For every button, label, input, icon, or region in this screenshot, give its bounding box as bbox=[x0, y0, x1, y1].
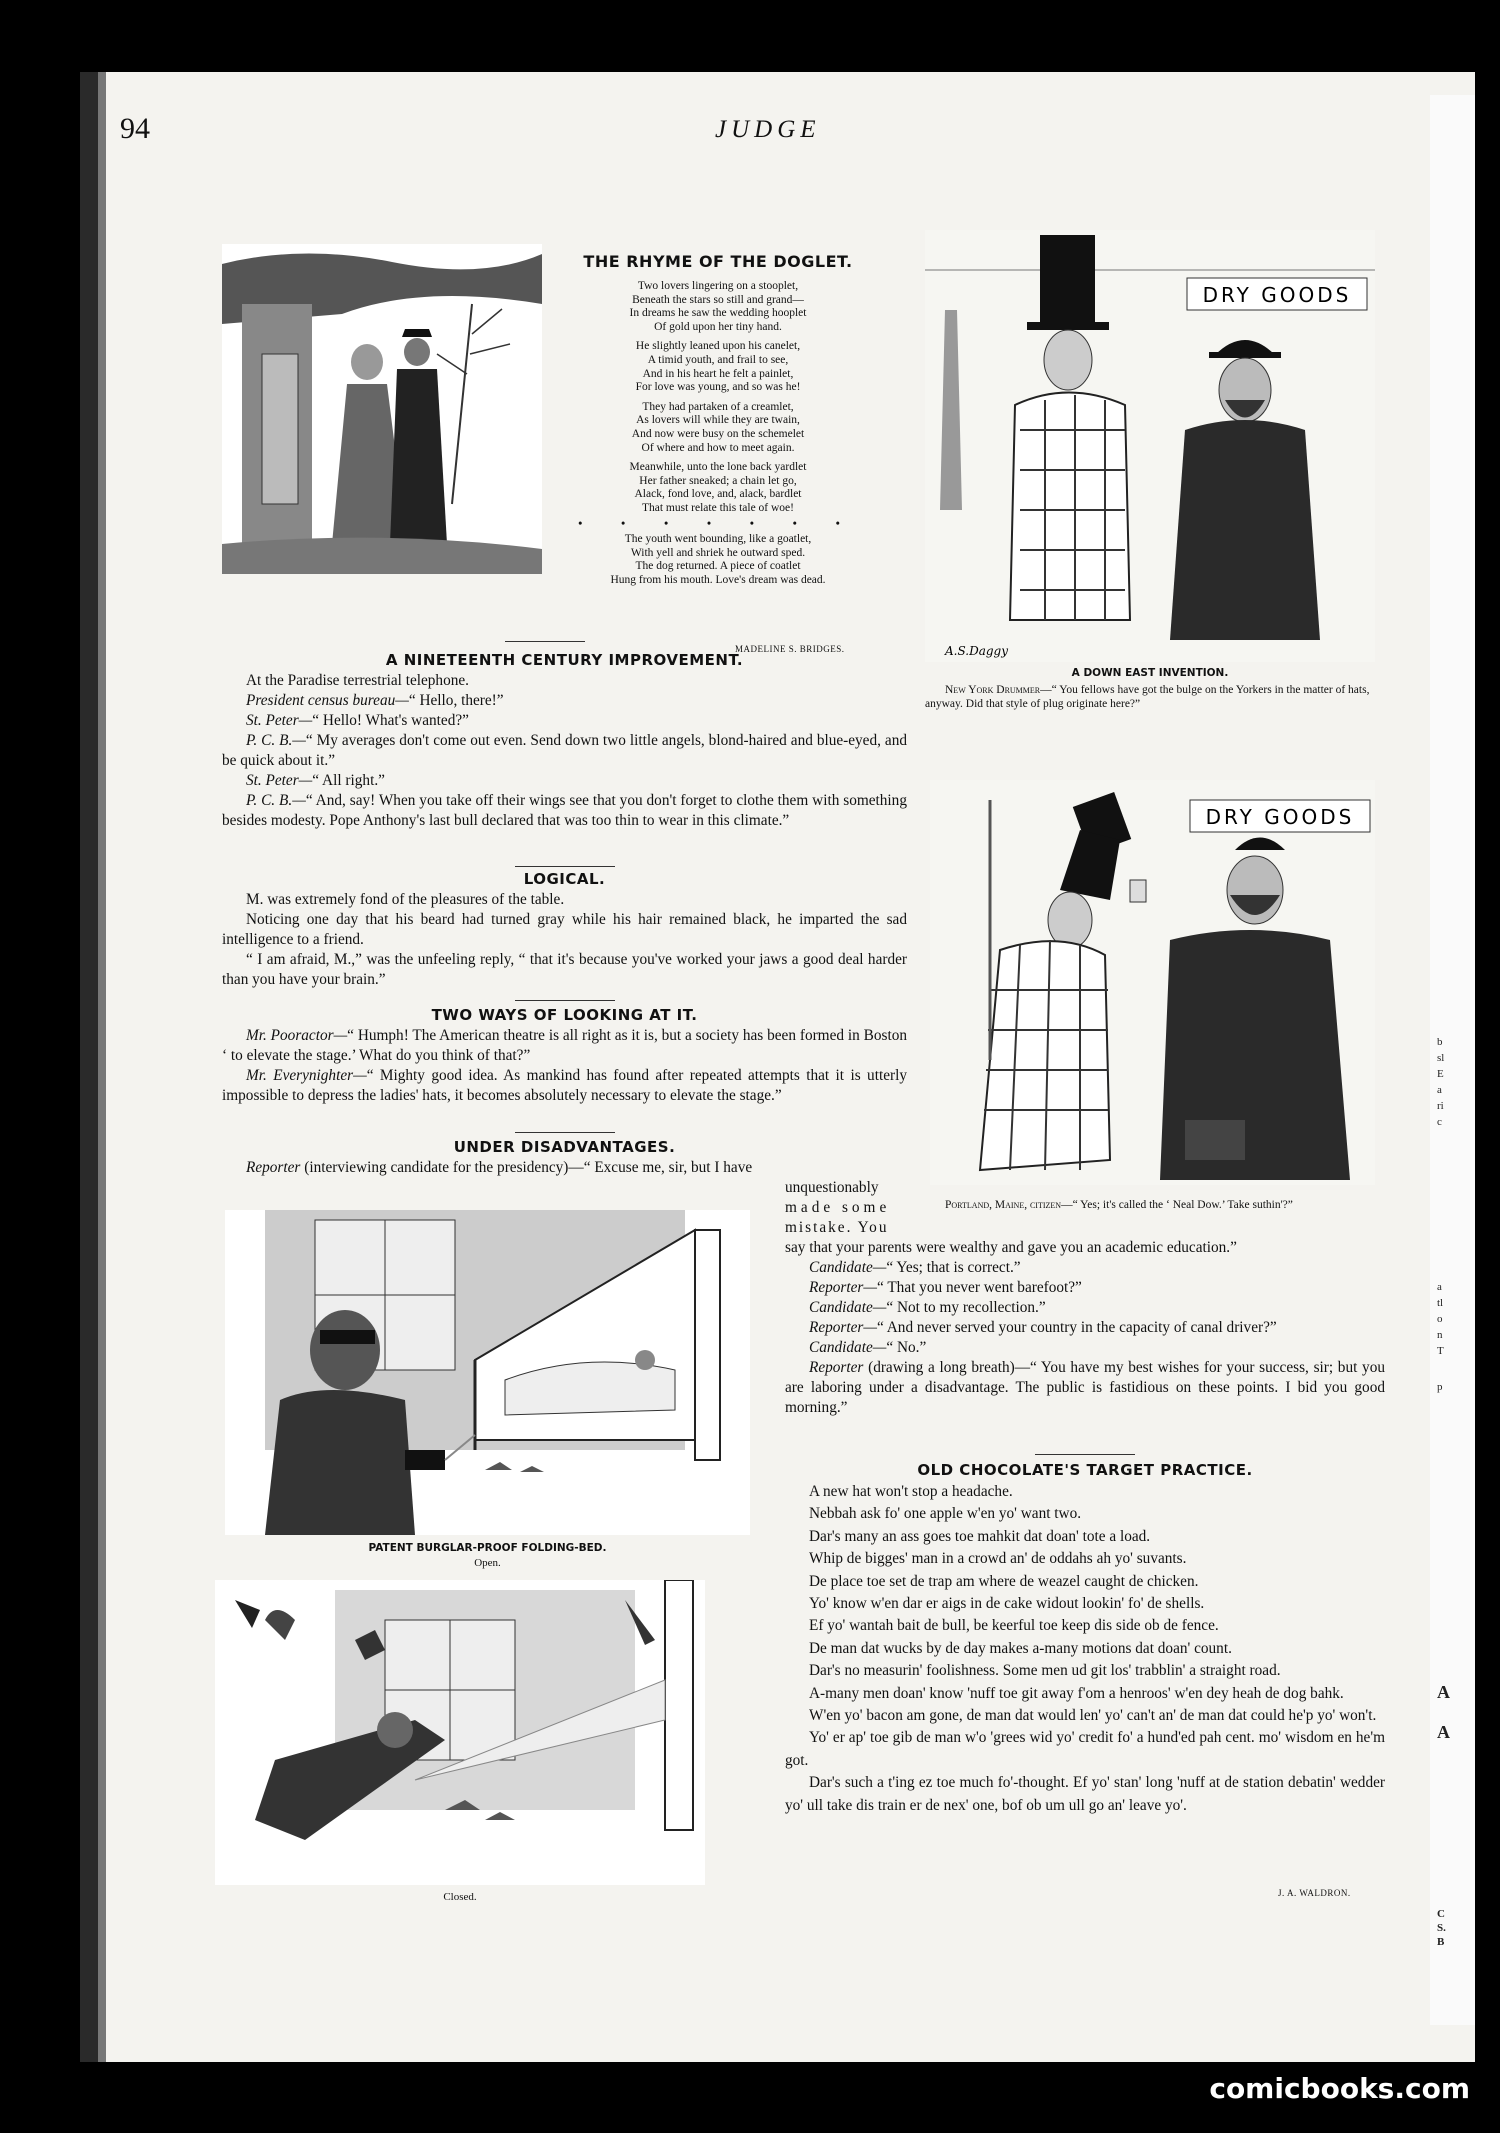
speech: “ Yes; that is correct.” bbox=[886, 1259, 1021, 1276]
line-text: At the Paradise terrestrial telephone. bbox=[246, 672, 469, 689]
stanza bbox=[553, 401, 883, 455]
speaker: Reporter— bbox=[809, 1279, 877, 1296]
proverb: Yo' know w'en dar er aigs in de cake widout lookin' fo' de shells. bbox=[809, 1595, 1205, 1613]
dialogue-line bbox=[222, 731, 907, 771]
poem-line: The dog returned. A piece of coatlet bbox=[635, 560, 801, 573]
edge-fragment: c bbox=[1437, 1116, 1442, 1128]
binding-edge bbox=[98, 72, 106, 2062]
speaker: Candidate— bbox=[809, 1259, 887, 1276]
proverb: Yo' er ap' toe gib de man w'o 'grees wid yo' credit fo' a hund'ed pah cent. mo' wisdom en he'm got. bbox=[785, 1729, 1385, 1769]
lovers-illustration bbox=[222, 244, 542, 574]
poem-line: Alack, fond love, and, alack, bardlet bbox=[634, 488, 802, 501]
paragraph: “ I am afraid, M.,” was the unfeeling reply, “ that it's because you've worked your jaws a good deal harder than you have your brain.” bbox=[222, 951, 907, 988]
stanza bbox=[553, 533, 883, 587]
text-line bbox=[222, 671, 907, 691]
wrap-line: made some bbox=[785, 1199, 891, 1216]
poem-line: And now were busy on the schemelet bbox=[631, 427, 805, 440]
cartoon1-title: A DOWN EAST INVENTION. bbox=[1071, 667, 1229, 679]
speech: —“ Excuse me, sir, but I have bbox=[568, 1159, 753, 1176]
dialogue-line bbox=[222, 691, 907, 711]
poem-line: With yell and shriek he outward sped. bbox=[630, 546, 806, 559]
folding-bed-title: PATENT BURGLAR-PROOF FOLDING-BED. bbox=[368, 1542, 607, 1554]
divider bbox=[1035, 1454, 1135, 1455]
speech: “ All right.” bbox=[312, 772, 385, 789]
dialogue-line bbox=[785, 1318, 1385, 1338]
dialogue-line bbox=[222, 711, 907, 731]
edge-fragment: E bbox=[1437, 1068, 1444, 1080]
dialogue-line bbox=[222, 1066, 907, 1106]
dialogue-line bbox=[785, 1358, 1385, 1418]
wrap-line: mistake. You bbox=[785, 1219, 889, 1236]
proverb: Dar's no measurin' foolishness. Some men ud git los' trabblin' a straight road. bbox=[809, 1662, 1281, 1680]
proverb: Nebbah ask fo' one apple w'en yo' want two. bbox=[809, 1505, 1082, 1523]
speaker: Mr. Everynighter— bbox=[246, 1067, 367, 1084]
edge-fragment: o bbox=[1437, 1313, 1443, 1325]
edge-fragment: C bbox=[1437, 1908, 1445, 1920]
speech: “ Humph! The American theatre is all right as it is, but a society has been formed in Boston ‘ to elevate the stage.’ What do you think of that?” bbox=[222, 1027, 907, 1064]
facing-page-edge bbox=[1430, 95, 1475, 2025]
poem-line: He slightly leaned upon his canelet, bbox=[635, 340, 801, 353]
paragraph: say that your parents were wealthy and gave you an academic education.” bbox=[785, 1239, 1237, 1256]
neal-dow-drawing bbox=[930, 780, 1375, 1185]
edge-fragment: tl bbox=[1437, 1297, 1444, 1309]
down-east-drawing bbox=[925, 230, 1375, 662]
poem-line: Hung from his mouth. Love's dream was dead. bbox=[610, 573, 826, 586]
folding-bed-closed-illustration bbox=[215, 1580, 705, 1885]
cartoon1-caption bbox=[925, 683, 1375, 711]
logical-body bbox=[222, 890, 907, 990]
disadvantages-wrap bbox=[785, 1178, 907, 1238]
speech: “ Hello, there!” bbox=[408, 692, 504, 709]
edge-fragment: a bbox=[1437, 1281, 1442, 1293]
proverb: Dar's such a t'ing ez toe much fo'-thought. Ef yo' stan' long 'nuff at de station debatin' wedder yo' ull take dis train er de nex' one, bof ob um ull go an' leave yo'. bbox=[785, 1774, 1385, 1814]
disadvantages-title: UNDER DISADVANTAGES. bbox=[453, 1138, 676, 1156]
poem-line: Two lovers lingering on a stooplet, bbox=[637, 280, 799, 292]
proverb: Dar's many an ass goes toe mahkit dat doan' tote a load. bbox=[809, 1527, 1151, 1545]
paragraph: M. was extremely fond of the pleasures of the table. bbox=[246, 891, 565, 908]
poem-line: The youth went bounding, like a goatlet, bbox=[624, 533, 812, 546]
divider bbox=[515, 1132, 615, 1133]
dry-goods-sign: DRY GOODS bbox=[1205, 805, 1355, 829]
speech: “ My averages don't come out even. Send down two little angels, blond-haired and blue-eyed, and be quick about it.” bbox=[222, 732, 907, 769]
edge-fragment: b bbox=[1437, 1036, 1443, 1048]
dialogue-line bbox=[785, 1258, 1385, 1278]
proverb: Whip de bigges' man in a crowd an' de oddahs ah yo' suvants. bbox=[809, 1550, 1187, 1568]
poem-line: A timid youth, and frail to see, bbox=[647, 353, 789, 366]
disadvantages-body bbox=[785, 1238, 1385, 1418]
speaker: Candidate— bbox=[809, 1339, 887, 1356]
folding-bed-closed-drawing bbox=[215, 1580, 705, 1885]
edge-fragment: B bbox=[1437, 1936, 1445, 1948]
paragraph: Noticing one day that his beard had turned gray while his hair remained black, he imparted the sad intelligence to a friend. bbox=[222, 911, 907, 948]
edge-fragment: S. bbox=[1437, 1922, 1446, 1934]
edge-fragment: T bbox=[1437, 1345, 1444, 1357]
edge-fragment: n bbox=[1437, 1329, 1443, 1341]
dialogue-line bbox=[222, 771, 907, 791]
speech: “ Hello! What's wanted?” bbox=[312, 712, 469, 729]
rhyme-author: MADELINE S. BRIDGES. bbox=[735, 644, 845, 654]
poem-line: Of where and how to meet again. bbox=[641, 441, 795, 454]
poem-line: They had partaken of a creamlet, bbox=[642, 400, 794, 413]
dialogue-line bbox=[785, 1338, 1385, 1358]
binding-spine bbox=[80, 72, 98, 2062]
proverb: De place toe set de trap am where de weazel caught de chicken. bbox=[809, 1572, 1199, 1590]
speech: —“ You fellows have got the bulge on the Yorkers in the matter of hats, anyway. Did that style of plug originate here?” bbox=[925, 684, 1370, 710]
wrap-line: unquestionably bbox=[785, 1179, 879, 1196]
speech: “ Not to my recollection.” bbox=[886, 1299, 1046, 1316]
divider bbox=[515, 1000, 615, 1001]
poem-line: Beneath the stars so still and grand— bbox=[632, 293, 804, 306]
edge-fragment: ri bbox=[1437, 1100, 1444, 1112]
poem-line: Of gold upon her tiny hand. bbox=[654, 320, 782, 333]
dialogue-line bbox=[222, 1026, 907, 1066]
chocolate-proverbs bbox=[785, 1481, 1385, 1817]
speaker: President census bureau— bbox=[246, 692, 409, 709]
star-break: • • • • • • • bbox=[578, 517, 858, 530]
poem-line: Meanwhile, unto the lone back yardlet bbox=[629, 461, 807, 474]
down-east-cartoon bbox=[925, 230, 1375, 662]
stanza bbox=[553, 340, 883, 394]
stanza bbox=[553, 461, 883, 515]
proverb: A new hat won't stop a headache. bbox=[809, 1483, 1013, 1500]
dialogue-line bbox=[222, 1158, 907, 1178]
speaker: Mr. Pooractor— bbox=[246, 1027, 348, 1044]
divider bbox=[505, 641, 585, 642]
edge-fragment: sl bbox=[1437, 1052, 1445, 1064]
speaker: St. Peter— bbox=[246, 712, 313, 729]
speaker: P. C. B.— bbox=[246, 732, 306, 749]
speaker: St. Peter— bbox=[246, 772, 313, 789]
disadvantages-intro bbox=[222, 1158, 907, 1178]
improvement-title: A NINETEENTH CENTURY IMPROVEMENT. bbox=[385, 651, 744, 669]
improvement-body bbox=[222, 671, 907, 831]
poem-line: For love was young, and so was he! bbox=[635, 381, 801, 394]
stage-note: (interviewing candidate for the presidency) bbox=[304, 1159, 569, 1176]
cartoon2-caption bbox=[925, 1198, 1385, 1212]
proverb: Ef yo' wantah bait de bull, be keerful toe keep dis side ob de fence. bbox=[809, 1617, 1219, 1635]
speech: “ And, say! When you take off their wings see that you don't forget to clothe them with something besides modesty. Pope Anthony's last bull declared that was too thin to wear in this climate.” bbox=[222, 792, 907, 829]
page-number: 94 bbox=[120, 112, 150, 145]
folding-bed-open-drawing bbox=[225, 1210, 750, 1535]
two-ways-body bbox=[222, 1026, 907, 1106]
poem-line: That must relate this tale of woe! bbox=[641, 501, 794, 514]
speech: “ And never served your country in the capacity of canal driver?” bbox=[876, 1319, 1277, 1336]
dry-goods-sign: DRY GOODS bbox=[1202, 283, 1352, 307]
speech: (drawing a long breath)—“ You have my best wishes for your success, sir; but you are laboring under a disadvantage. The public is fastidious on these points. I bid you good morning.” bbox=[785, 1359, 1385, 1416]
speaker: Reporter bbox=[246, 1159, 301, 1176]
speaker: Portland, Maine, citizen bbox=[945, 1199, 1062, 1211]
poem-line: Her father sneaked; a chain let go, bbox=[639, 474, 797, 487]
logical-title: LOGICAL. bbox=[523, 870, 606, 888]
speaker: Reporter— bbox=[809, 1319, 877, 1336]
speaker: Candidate— bbox=[809, 1299, 887, 1316]
proverb: A-many men doan' know 'nuff toe git away f'om a henroos' w'en dey heah de dog bahk. bbox=[809, 1684, 1344, 1702]
site-watermark: comicbooks.com bbox=[1209, 2072, 1470, 2105]
speaker: New York Drummer bbox=[945, 684, 1041, 696]
poem-line: In dreams he saw the wedding hooplet bbox=[629, 307, 807, 320]
folding-bed-closed-label: Closed. bbox=[443, 1891, 477, 1903]
speaker: Reporter bbox=[809, 1359, 864, 1376]
rhyme-title: THE RHYME OF THE DOGLET. bbox=[583, 252, 853, 271]
lovers-drawing bbox=[222, 244, 542, 574]
two-ways-title: TWO WAYS OF LOOKING AT IT. bbox=[431, 1006, 698, 1024]
running-head: JUDGE bbox=[715, 116, 821, 143]
stanza bbox=[553, 280, 883, 334]
edge-fragment: A bbox=[1437, 1682, 1450, 1702]
chocolate-title: OLD CHOCOLATE'S TARGET PRACTICE. bbox=[917, 1461, 1253, 1479]
speaker: P. C. B.— bbox=[246, 792, 306, 809]
stanza-break bbox=[553, 518, 883, 532]
chocolate-author: J. A. WALDRON. bbox=[1278, 1888, 1351, 1898]
folding-bed-open-label: Open. bbox=[474, 1557, 501, 1569]
divider bbox=[515, 866, 615, 867]
proverb: De man dat wucks by de day makes a-many motions dat doan' count. bbox=[809, 1639, 1232, 1657]
speech: “ No.” bbox=[886, 1339, 927, 1356]
dialogue-line bbox=[785, 1298, 1385, 1318]
speech: —“ Yes; it's called the ‘ Neal Dow.’ Take suthin'?” bbox=[1061, 1199, 1293, 1211]
edge-fragment: A bbox=[1437, 1722, 1450, 1742]
dialogue-line bbox=[222, 791, 907, 831]
poem-line: As lovers will while they are twain, bbox=[636, 414, 800, 427]
folding-bed-open-illustration bbox=[225, 1210, 750, 1535]
artist-signature: A.S.Daggy bbox=[945, 644, 1009, 658]
speech: “ Mighty good idea. As mankind has found after repeated attempts that it is utterly impossible to depress the ladies' hats, it becomes absolutely necessary to elevate the stage.” bbox=[222, 1067, 907, 1104]
edge-fragment: p bbox=[1437, 1381, 1443, 1393]
rhyme-poem bbox=[553, 280, 883, 593]
proverb: W'en yo' bacon am gone, de man dat would len' yo' can't an' de man dat could he'p yo' won't. bbox=[809, 1707, 1377, 1725]
edge-fragment: a bbox=[1437, 1084, 1442, 1096]
speech: “ That you never went barefoot?” bbox=[876, 1279, 1082, 1296]
neal-dow-cartoon bbox=[930, 780, 1375, 1185]
poem-line: And in his heart he felt a painlet, bbox=[642, 367, 794, 380]
dialogue-line bbox=[785, 1278, 1385, 1298]
